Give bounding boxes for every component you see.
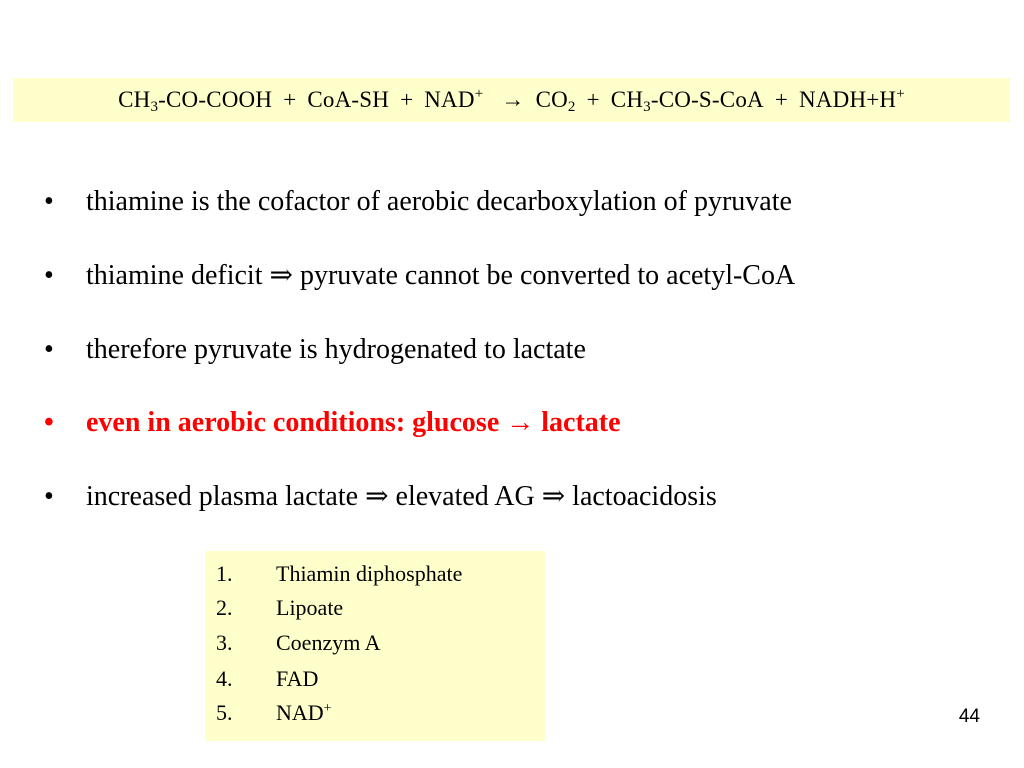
cofactor-item <box>216 592 536 624</box>
bullet-item <box>44 182 1004 222</box>
cofactor-name: FAD <box>276 666 319 691</box>
plus-sign: + <box>774 87 789 112</box>
cofactor-number: 1. <box>216 561 233 586</box>
cofactor-name: Coenzym A <box>276 630 381 655</box>
bullet-item <box>44 256 1004 296</box>
co2-formula: $CO_2$ <box>535 87 576 115</box>
page-number: 44 <box>958 706 980 727</box>
cofactor-name: NAD+ <box>276 700 332 725</box>
plus-sign: + <box>400 87 414 112</box>
cofactor-name: Thiamin diphosphate <box>276 561 463 586</box>
pyruvate-formula: $CH_3-CO$-COOH <box>118 87 273 115</box>
cofactor-number: 3. <box>216 630 233 655</box>
bullet-text: therefore pyruvate is hydrogenated to lactate <box>86 334 586 365</box>
bullet-item <box>44 477 1004 517</box>
bullet-item-emphasis <box>44 403 1004 443</box>
nad-formula: NAD+ <box>424 86 484 112</box>
bullet-text: increased plasma lactate ⇒ elevated AG ⇒ lactoacidosis <box>86 481 717 512</box>
cofactor-item <box>216 627 536 659</box>
cofactor-item <box>216 663 536 695</box>
bullet-marker: • <box>44 481 54 512</box>
cofactor-number: 4. <box>216 666 233 691</box>
cofactor-item <box>216 558 536 590</box>
bullet-marker: • <box>44 334 54 365</box>
reaction-arrow-icon: → <box>501 87 525 112</box>
bullet-text: thiamine deficit ⇒ pyruvate cannot be converted to acetyl-CoA <box>86 260 796 291</box>
plus-sign: + <box>586 87 600 112</box>
bullet-item <box>44 330 1004 370</box>
coenzyme-a-formula: CoA-SH <box>307 87 390 112</box>
bullet-marker: • <box>44 407 54 438</box>
plus-sign: + <box>283 87 297 112</box>
cofactor-list <box>205 551 545 741</box>
bullet-marker: • <box>44 260 54 291</box>
bullet-marker: • <box>44 186 54 217</box>
cofactor-number: 2. <box>216 595 233 620</box>
cofactor-name: Lipoate <box>276 595 344 620</box>
acetyl-coa-formula: $CH_3-CO-S$-CoA <box>610 87 764 115</box>
bullet-text: even in aerobic conditions: glucose → lactate <box>86 407 621 438</box>
nadh-formula: NADH+H+ <box>799 86 905 112</box>
bullet-text: thiamine is the cofactor of aerobic decarboxylation of pyruvate <box>86 186 792 217</box>
cofactor-item <box>216 697 536 729</box>
cofactor-number: 5. <box>216 700 233 725</box>
